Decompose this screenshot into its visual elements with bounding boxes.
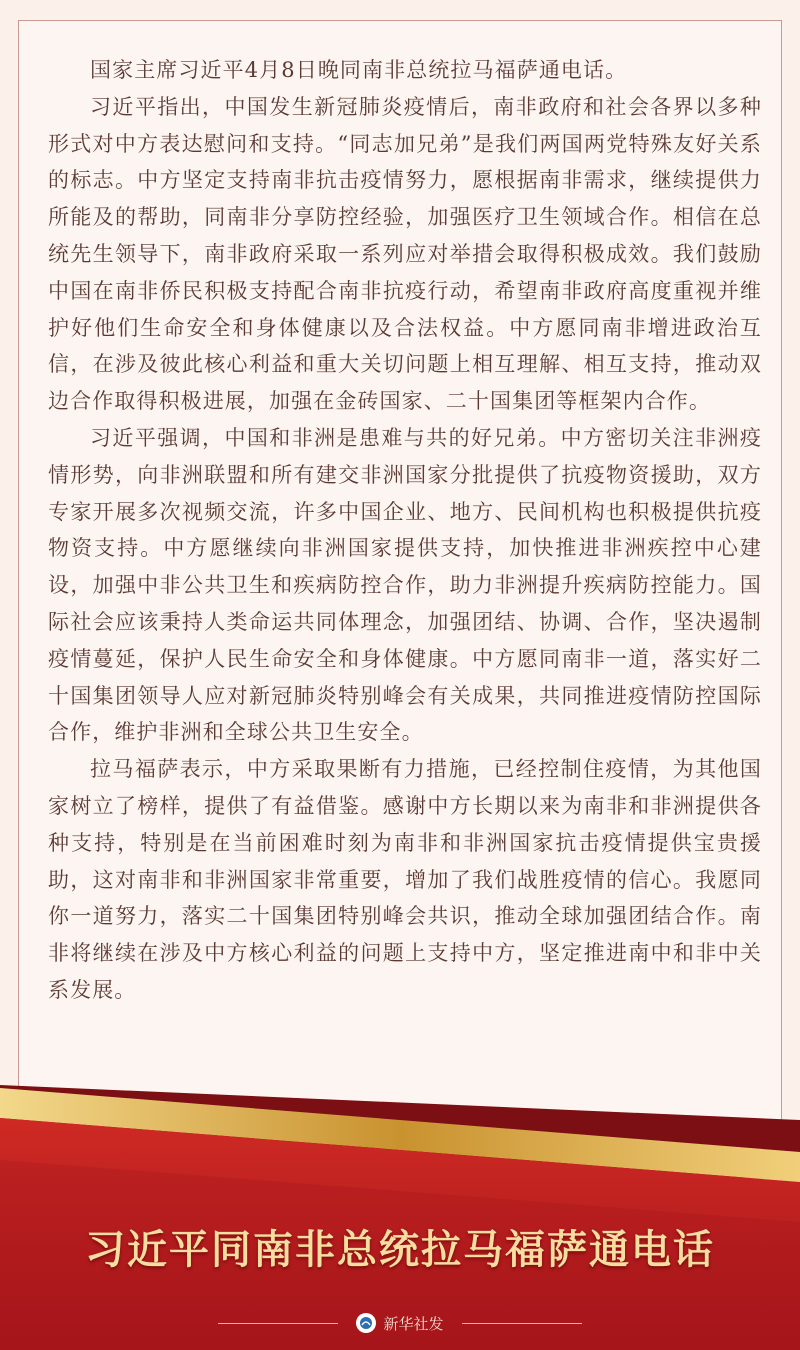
source-credit (356, 1313, 443, 1334)
paragraph-intro: 国家主席习近平4月8日晚同南非总统拉马福萨通电话。 (90, 58, 628, 82)
paragraph-xi-stresses: 习近平强调，中国和非洲是患难与共的好兄弟。中方密切关注非洲疫情形势，向非洲联盟和所有建交非洲国家分批提供了抗疫物资援助，双方专家开展多次视频交流，许多中国企业、地方、民间机构也积极提供抗疫物资支持。中方愿继续向非洲国家提供支持，加快推进非洲疾控中心建设，加强中非公共卫生和疾病防控合作，助力非洲提升疾病防控能力。国际社会应该秉持人类命运共同体理念，加强团结、协调、合作，坚决遏制疫情蔓延，保护人民生命安全和身体健康。中方愿同南非一道，落实好二十国集团领导人应对新冠肺炎特别峰会有关成果，共同推进疫情防控国际合作，维护非洲和全球公共卫生安全。 (48, 425, 762, 745)
article-body (48, 52, 762, 1009)
paragraph-ramaphosa: 拉马福萨表示，中方采取果断有力措施，已经控制住疫情，为其他国家树立了榜样，提供了有益借鉴。感谢中方长期以来为南非和非洲提供各种支持，特别是在当前困难时刻为南非和非洲国家抗击疫情提供宝贵援助，这对南非和非洲国家非常重要，增加了我们战胜疫情的信心。我愿同你一道努力，落实二十国集团特别峰会共识，推动全球加强团结合作。南非将继续在涉及中方核心利益的问题上支持中方，坚定推进南中和非中关系发展。 (48, 757, 762, 1002)
headline-banner (0, 1060, 800, 1350)
source-label: 新华社发 (383, 1314, 444, 1333)
footer-rule-left (218, 1323, 338, 1324)
paragraph-xi-points: 习近平指出，中国发生新冠肺炎疫情后，南非政府和社会各界以多种形式对中方表达慰问和支持。“同志加兄弟”是我们两国两党特殊友好关系的标志。中方坚定支持南非抗击疫情努力，愿根据南非需求，继续提供力所能及的帮助，同南非分享防控经验，加强医疗卫生领域合作。相信在总统先生领导下，南非政府采取一系列应对举措会取得积极成效。我们鼓励中国在南非侨民积极支持配合南非抗疫行动，希望南非政府高度重视并维护好他们生命安全和身体健康以及合法权益。中方愿同南非增进政治互信，在涉及彼此核心利益和重大关切问题上相互理解、相互支持，推动双边合作取得积极进展，加强在金砖国家、二十国集团等框架内合作。 (48, 94, 762, 414)
xinhua-logo-icon (356, 1313, 376, 1333)
source-footer (0, 1308, 800, 1338)
headline-title: 习近平同南非总统拉马福萨通电话 (85, 1226, 715, 1273)
footer-rule-right (462, 1323, 582, 1324)
